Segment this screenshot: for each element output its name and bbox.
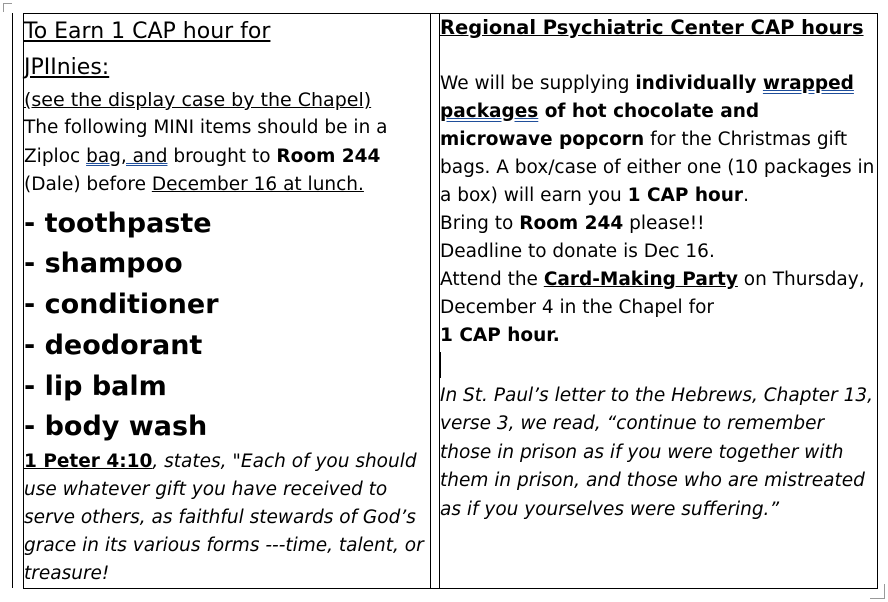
item-list: [24, 204, 430, 449]
body-text: Bring to: [440, 213, 520, 234]
body-text: please!!: [623, 213, 705, 234]
room-number: Room 244: [519, 213, 624, 234]
jpiinies-word: JPIInies:: [24, 55, 110, 80]
two-column-table: [23, 13, 878, 589]
body-text: of hot chocolate and microwave popcorn: [440, 101, 760, 150]
left-intro: [24, 114, 430, 200]
page-border-line: [12, 13, 13, 588]
right-body: [440, 70, 877, 378]
right-verse: In St. Paul’s letter to the Hebrews, Chapter 13, verse 3, we read, “continue to remember those in prison as if you were together with them in prison, and those who are mistreated as if you yourselves were suffering.”: [440, 385, 873, 520]
intro-text: Ziploc: [24, 145, 87, 167]
right-paragraph-3: Deadline to donate is Dec 16.: [440, 241, 715, 262]
right-column[interactable]: [440, 14, 878, 589]
intro-line-2: [24, 143, 430, 172]
left-title: To Earn 1 CAP hour for: [24, 19, 271, 44]
body-text: Attend the: [440, 269, 544, 290]
list-item: - body wash: [24, 411, 208, 443]
intro-text: (Dale) before: [24, 174, 152, 195]
body-text: individually: [635, 73, 763, 94]
body-text: wrapped packages: [440, 73, 854, 122]
intro-line-1: The following MINI items should be in a: [24, 117, 388, 138]
column-gap: [431, 14, 440, 589]
body-text: .: [743, 185, 749, 206]
left-title-2: [24, 50, 430, 86]
right-paragraph-1: [440, 70, 877, 210]
right-paragraph-5: 1 CAP hour.: [440, 325, 560, 346]
body-text: on Thursday, December 4 in the Chapel for: [440, 269, 865, 318]
text-cursor: [440, 352, 441, 378]
text-cursor-line: [440, 350, 877, 378]
list-item: - deodorant: [24, 329, 203, 361]
left-column[interactable]: [24, 14, 431, 589]
intro-text: brought to: [167, 145, 277, 167]
left-subtitle: (see the display case by the Chapel): [24, 89, 372, 111]
right-paragraph-2: [440, 210, 877, 238]
corner-crop-mark: [3, 3, 12, 12]
intro-line-3: [24, 171, 430, 200]
list-item: - conditioner: [24, 289, 219, 321]
right-paragraph-4: [440, 266, 877, 322]
event-name: Card-Making Party: [543, 269, 738, 290]
verse-reference: 1 Peter 4:10: [24, 451, 153, 473]
list-item: - shampoo: [24, 248, 183, 280]
verse-text: , states, "Each of you should use whatever gift you have received to serve others, as faithful stewards of God’s grace in its various forms ---time, talent, or treasure!: [24, 451, 424, 585]
body-text: 1 CAP hour: [627, 185, 744, 206]
intro-text: bag, and: [86, 145, 168, 167]
deadline-text: December 16 at lunch.: [151, 174, 364, 195]
body-text: for the Christmas gift bags. A box/case of either one (10 packages in a box) will earn you: [440, 129, 875, 206]
list-item: - lip balm: [24, 370, 167, 402]
left-verse: [24, 448, 430, 588]
right-title: Regional Psychiatric Center CAP hours: [440, 16, 864, 39]
list-item: - toothpaste: [24, 207, 212, 239]
body-text: We will be supplying: [440, 73, 636, 94]
room-number: Room 244: [276, 145, 381, 167]
